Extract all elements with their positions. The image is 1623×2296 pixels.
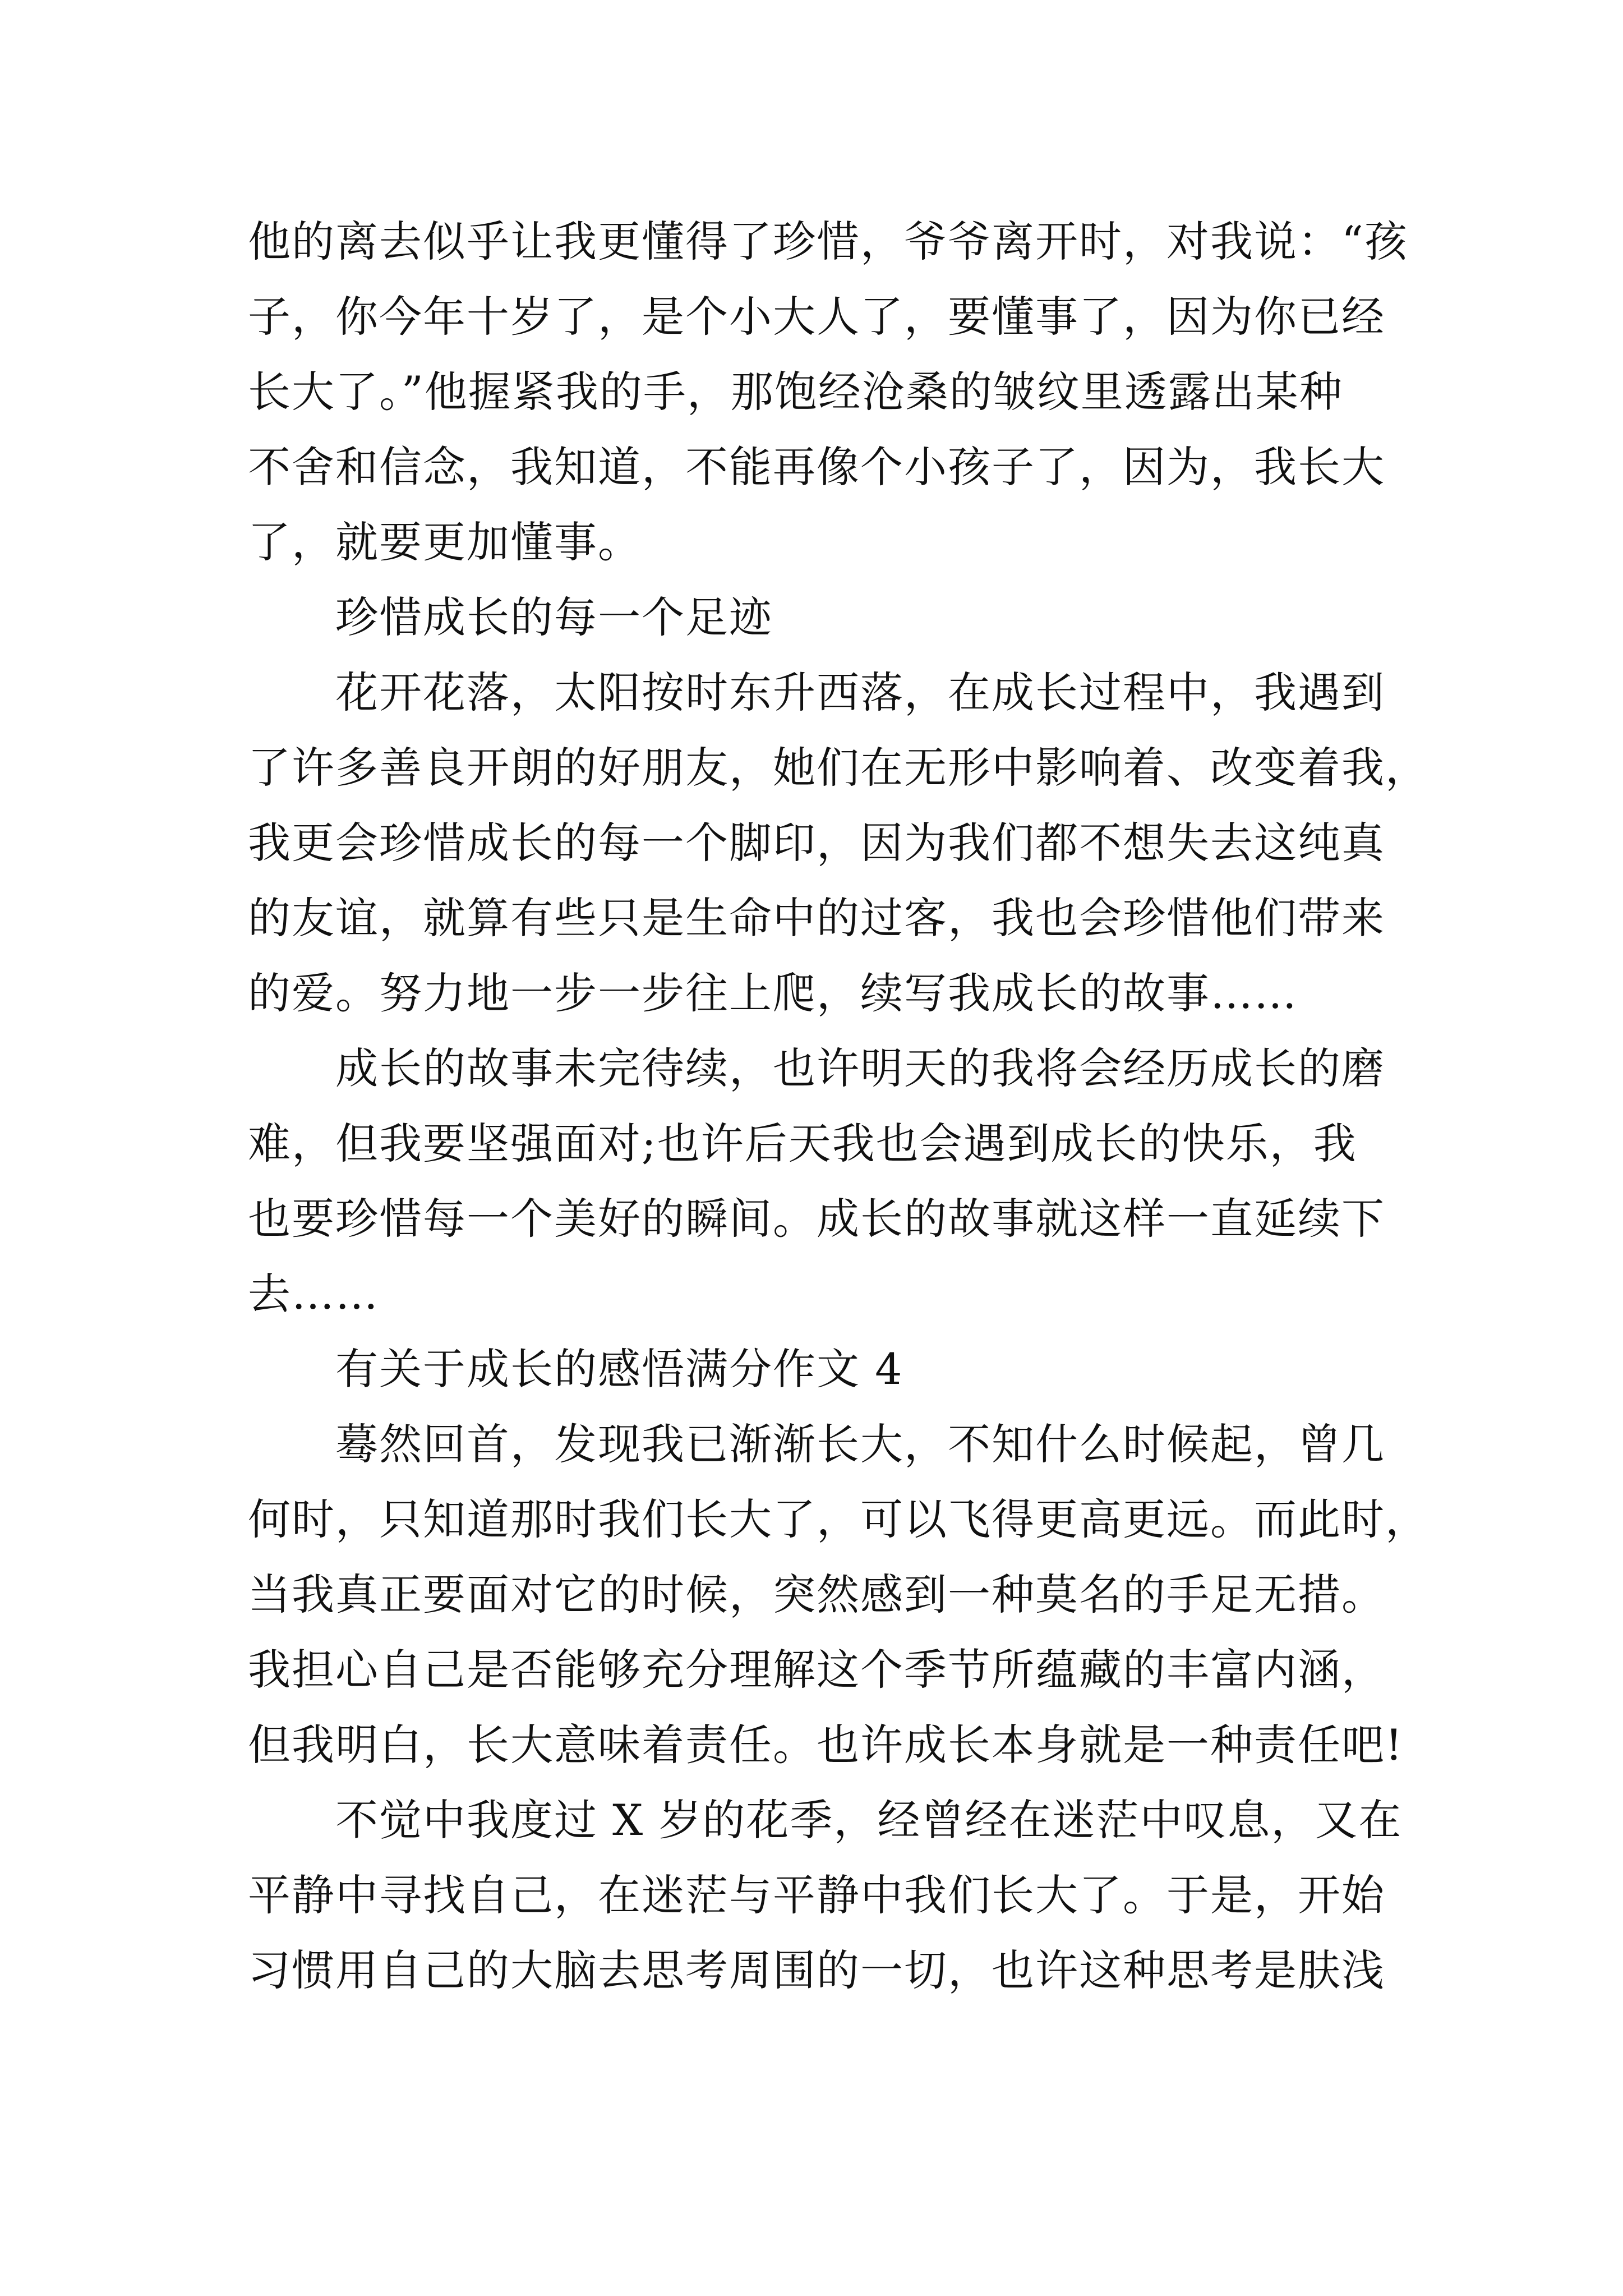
text-line: 了，就要更加懂事。 (248, 517, 642, 567)
text-line: 当我真正要面对它的时候，突然感到一种莫名的手足无措。 (248, 1570, 1385, 1619)
text-line: 平静中寻找自己，在迷茫与平静中我们长大了。于是，开始 (248, 1870, 1385, 1920)
text-line: 但我明白，长大意味着责任。也许成长本身就是一种责任吧! (248, 1720, 1404, 1770)
text-line: 的友谊，就算有些只是生命中的过客，我也会珍惜他们带来 (248, 893, 1385, 943)
text-line: 不舍和信念，我知道，不能再像个小孩子了，因为，我长大 (248, 442, 1385, 492)
text-line: 何时，只知道那时我们长大了，可以飞得更高更远。而此时， (248, 1494, 1429, 1544)
text-line: 子，你今年十岁了，是个小大人了，要懂事了，因为你已经 (248, 292, 1385, 342)
text-line: 我担心自己是否能够充分理解这个季节所蕴藏的丰富内涵， (248, 1645, 1385, 1695)
text-line: 也要珍惜每一个美好的瞬间。成长的故事就这样一直延续下 (248, 1194, 1385, 1244)
text-line: 去…… (248, 1269, 379, 1319)
text-line: 习惯用自己的大脑去思考周围的一切，也许这种思考是肤浅 (248, 1945, 1385, 1995)
text-line: 成长的故事未完待续，也许明天的我将会经历成长的磨 (335, 1043, 1385, 1093)
section-heading: 有关于成长的感悟满分作文 4 (335, 1344, 903, 1394)
text-line: 了许多善良开朗的好朋友，她们在无形中影响着、改变着我， (248, 743, 1429, 793)
text-line: 不觉中我度过 X 岁的花季，经曾经在迷茫中叹息，又在 (335, 1795, 1403, 1845)
section-heading: 珍惜成长的每一个足迹 (335, 592, 773, 642)
text-line: 我更会珍惜成长的每一个脚印，因为我们都不想失去这纯真 (248, 818, 1385, 868)
text-line: 的爱。努力地一步一步往上爬，续写我成长的故事…… (248, 968, 1298, 1018)
text-line: 难，但我要坚强面对;也许后天我也会遇到成长的快乐，我 (248, 1119, 1357, 1168)
text-line: 花开花落，太阳按时东升西落，在成长过程中，我遇到 (335, 668, 1385, 717)
text-line: 蓦然回首，发现我已渐渐长大，不知什么时候起，曾几 (335, 1419, 1385, 1469)
text-line: 长大了。”他握紧我的手，那饱经沧桑的皱纹里透露出某种 (248, 367, 1343, 417)
text-line: 他的离去似乎让我更懂得了珍惜，爷爷离开时，对我说：“孩 (248, 217, 1408, 266)
